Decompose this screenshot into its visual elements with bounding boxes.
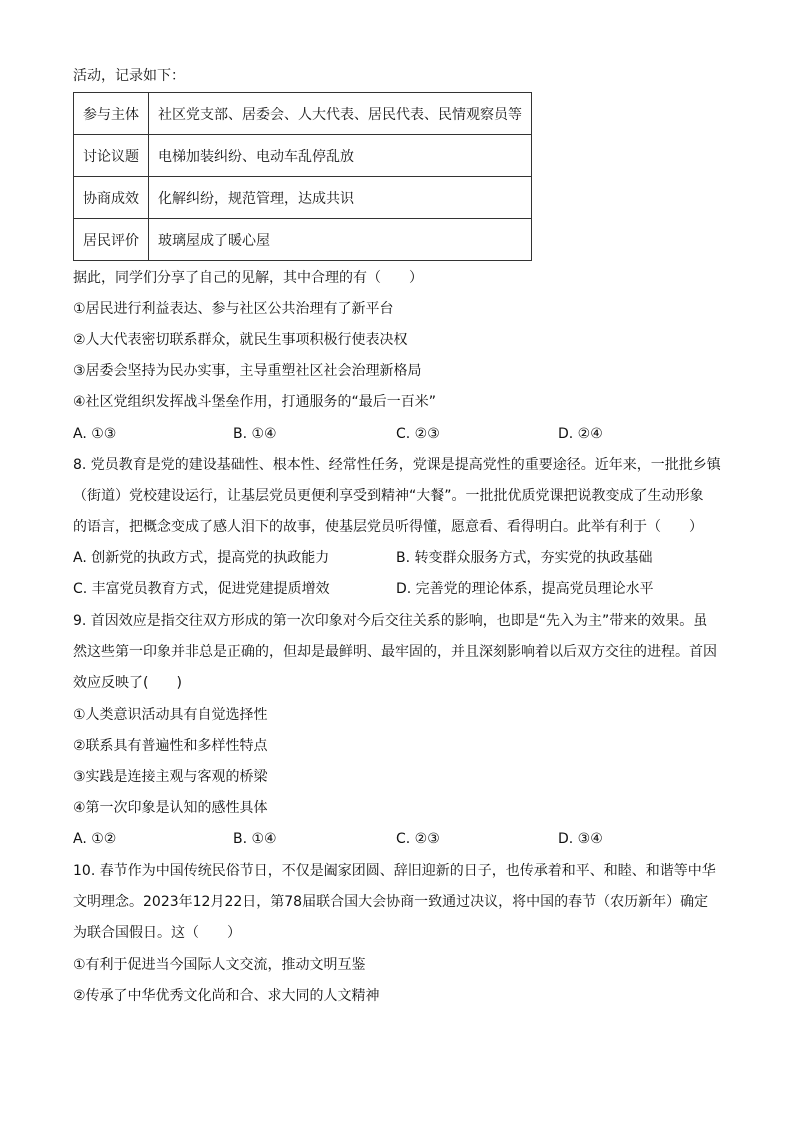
q10-item: ①有利于促进当今国际人文交流，推动文明互鉴	[73, 957, 366, 973]
table-value: 电梯加装纠纷、电动车乱停乱放	[149, 135, 532, 177]
q9-item: ②联系具有普遍性和多样性特点	[73, 738, 268, 754]
q7-stem: 据此，同学们分享了自己的见解，其中合理的有（ ）	[73, 270, 423, 286]
q8-stem-line: 8. 党员教育是党的建设基础性、根本性、经常性任务，党课是提高党性的重要途径。近年来，一批批乡镇	[73, 457, 721, 473]
q10-stem-line: 10. 春节作为中国传统民俗节日，不仅是阖家团圆、辞旧迎新的日子，也传承着和平、和睦、和谐等中华	[73, 863, 716, 879]
table-value: 化解纠纷，规范管理，达成共识	[149, 177, 532, 219]
q8-option-a: A. 创新党的执政方式，提高党的执政能力	[73, 550, 330, 566]
table-row	[74, 177, 532, 219]
intro-text: 活动，记录如下：	[73, 68, 185, 84]
table-row	[74, 219, 532, 261]
table-key: 讨论议题	[74, 135, 149, 177]
q7-option-d: D. ②④	[558, 426, 603, 442]
q7-item: ②人大代表密切联系群众，就民生事项积极行使表决权	[73, 332, 408, 348]
table-value: 社区党支部、居委会、人大代表、居民代表、民情观察员等	[149, 93, 532, 135]
q9-item: ④第一次印象是认知的感性具体	[73, 800, 268, 816]
q8-option-d: D. 完善党的理论体系，提高党员理论水平	[396, 581, 654, 597]
q10-stem-line: 为联合国假日。这（ ）	[73, 925, 241, 941]
q7-item: ④社区党组织发挥战斗堡垒作用，打通服务的“最后一百米”	[73, 394, 437, 410]
table-key: 参与主体	[74, 93, 149, 135]
q7-item: ①居民进行利益表达、参与社区公共治理有了新平台	[73, 301, 394, 317]
table-row	[74, 135, 532, 177]
q10-item: ②传承了中华优秀文化尚和合、求大同的人文精神	[73, 988, 380, 1004]
q9-option-d: D. ③④	[558, 831, 603, 847]
q7-option-c: C. ②③	[396, 426, 440, 442]
q9-stem-line: 效应反映了( )	[73, 675, 182, 691]
table-key: 居民评价	[74, 219, 149, 261]
q9-option-a: A. ①②	[73, 831, 117, 847]
table-row	[74, 93, 532, 135]
q7-option-b: B. ①④	[233, 426, 277, 442]
q7-option-a: A. ①③	[73, 426, 117, 442]
record-table	[73, 92, 532, 261]
q8-option-b: B. 转变群众服务方式，夯实党的执政基础	[396, 550, 653, 566]
q10-stem-line: 文明理念。2023年12月22日，第78届联合国大会协商一致通过决议，将中国的春节（农历新年）确定	[73, 894, 709, 910]
q8-stem-line: （街道）党校建设运行，让基层党员更便利享受到精神“大餐”。一批批优质党课把说教变成了生动形象	[73, 488, 704, 504]
table-key: 协商成效	[74, 177, 149, 219]
q9-stem-line: 9. 首因效应是指交往双方形成的第一次印象对今后交往关系的影响，也即是“先入为主”带来的效果。虽	[73, 613, 708, 629]
q9-item: ①人类意识活动具有自觉选择性	[73, 707, 268, 723]
q8-option-c: C. 丰富党员教育方式，促进党建提质增效	[73, 581, 330, 597]
q8-stem-line: 的语言，把概念变成了感人泪下的故事，使基层党员听得懂，愿意看、看得明白。此举有利于（ ）	[73, 519, 703, 535]
q9-option-b: B. ①④	[233, 831, 277, 847]
q9-item: ③实践是连接主观与客观的桥梁	[73, 769, 268, 785]
table-value: 玻璃屋成了暖心屋	[149, 219, 532, 261]
q9-stem-line: 然这些第一印象并非总是正确的，但却是最鲜明、最牢固的，并且深刻影响着以后双方交往的进程。首因	[73, 644, 717, 660]
q7-item: ③居委会坚持为民办实事，主导重塑社区社会治理新格局	[73, 363, 422, 379]
q9-option-c: C. ②③	[396, 831, 440, 847]
